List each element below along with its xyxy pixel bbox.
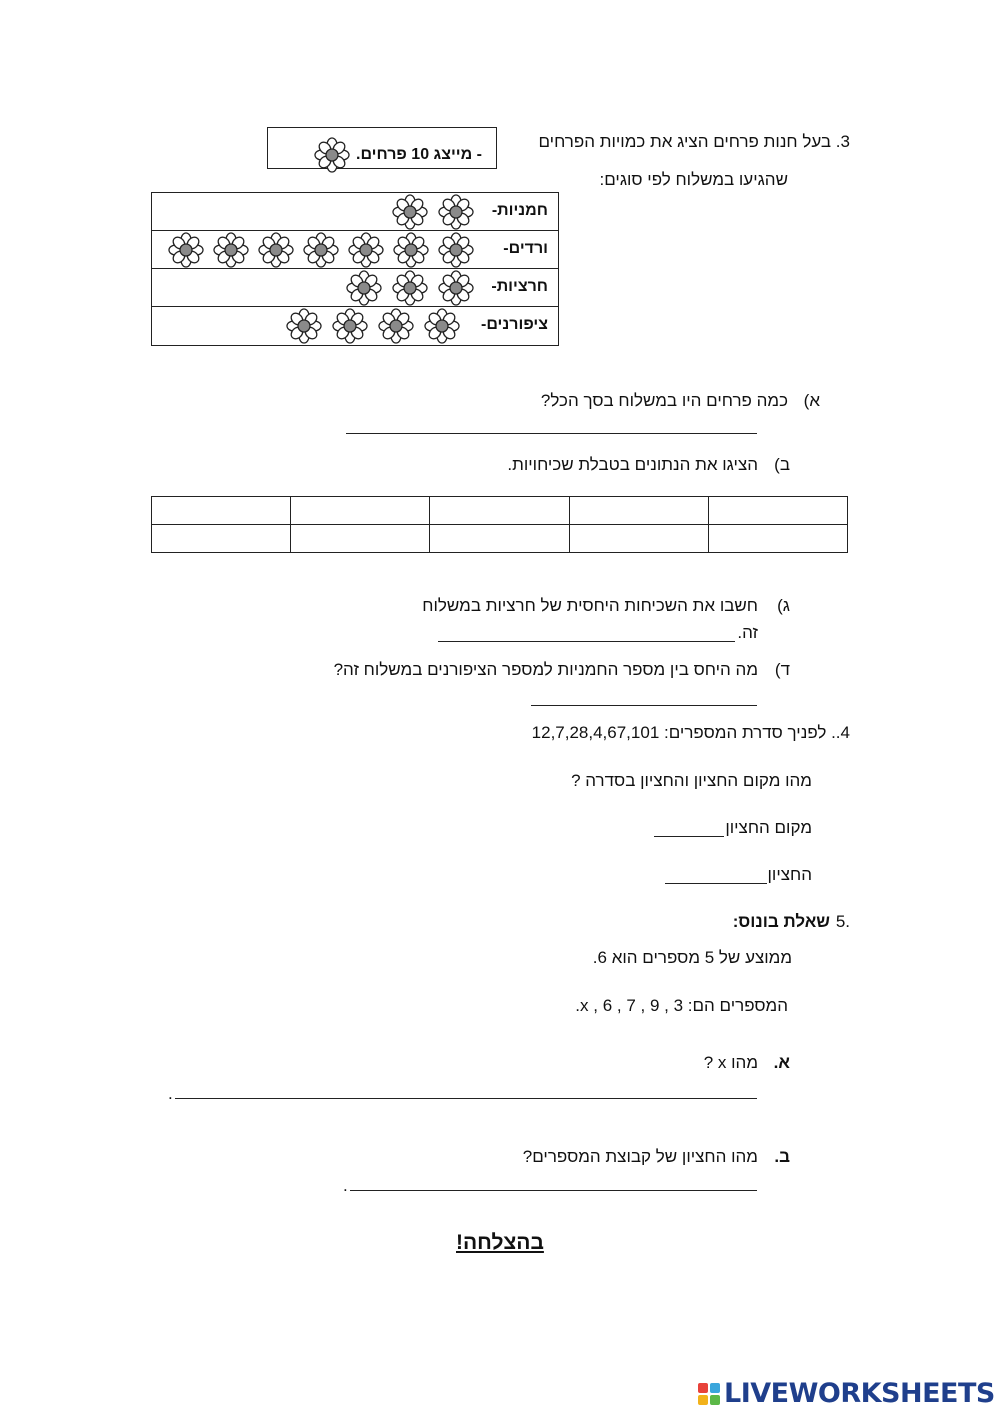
q3c-text: חשבו את השכיחות היחסית של חרציות במשלוח bbox=[422, 596, 758, 615]
closing-text: בהצלחה! bbox=[456, 1231, 544, 1254]
flower-icon bbox=[438, 232, 474, 268]
answer-line-q3c[interactable] bbox=[438, 641, 735, 642]
q3a-text: כמה פרחים היו במשלוח בסך הכל? bbox=[540, 391, 788, 410]
q3-intro-line1: 3. בעל חנות פרחים הציג את כמויות הפרחים bbox=[538, 132, 850, 151]
legend-text: - מייצג 10 פרחים. bbox=[356, 146, 482, 163]
q4-median-label: החציון bbox=[767, 865, 812, 884]
flower-icon bbox=[286, 308, 322, 344]
q5-line1: ממוצע של 5 מספרים הוא 6. bbox=[592, 948, 792, 967]
q5b-text: מהו החציון של קבוצת המספרים? bbox=[522, 1147, 758, 1166]
answer-line-q5a[interactable] bbox=[175, 1098, 757, 1099]
q3-intro-line2: שהגיעו במשלוח לפי סוגים: bbox=[599, 170, 788, 189]
flower-icon bbox=[392, 194, 428, 230]
table-cell[interactable] bbox=[291, 525, 430, 553]
liveworksheets-logo bbox=[698, 1378, 995, 1409]
table-cell[interactable] bbox=[569, 497, 708, 525]
q3b-letter: ב) bbox=[774, 455, 790, 474]
table-row bbox=[152, 525, 848, 553]
q5a-letter: א. bbox=[773, 1053, 790, 1072]
q5-line2: המספרים הם: x , 6 , 7 , 9 , 3. bbox=[575, 996, 788, 1015]
pictograph-row bbox=[152, 231, 558, 269]
q5-num: 5. bbox=[835, 912, 850, 931]
flower-icon bbox=[346, 270, 382, 306]
pictograph-label: ציפורנים- bbox=[481, 316, 548, 333]
logo-mark-icon bbox=[698, 1383, 720, 1405]
logo-square bbox=[698, 1395, 708, 1405]
logo-text: LIVEWORKSHEETS bbox=[724, 1378, 995, 1409]
q3a-letter: א) bbox=[803, 391, 820, 410]
flower-icon bbox=[332, 308, 368, 344]
frequency-table bbox=[151, 496, 848, 553]
q5a-text: מהו x ? bbox=[703, 1053, 758, 1072]
table-cell[interactable] bbox=[569, 525, 708, 553]
table-cell[interactable] bbox=[430, 525, 569, 553]
flower-icon bbox=[258, 232, 294, 268]
answer-line-q5b[interactable] bbox=[350, 1190, 757, 1191]
q5-title: שאלת בונוס: bbox=[732, 912, 830, 931]
flower-icon bbox=[438, 194, 474, 230]
logo-square bbox=[710, 1383, 720, 1393]
pictograph-label: ורדים- bbox=[503, 240, 548, 257]
q3c-letter: ג) bbox=[777, 596, 790, 615]
table-cell[interactable] bbox=[430, 497, 569, 525]
table-cell[interactable] bbox=[291, 497, 430, 525]
q3b-text: הציגו את הנתונים בטבלת שכיחויות. bbox=[507, 455, 758, 474]
table-cell[interactable] bbox=[708, 497, 847, 525]
legend-box bbox=[267, 127, 497, 169]
q3d-text: מה היחס בין מספר החמניות למספר הציפורנים במשלוח זה? bbox=[333, 660, 758, 679]
flower-icon bbox=[378, 308, 414, 344]
q5a-period: . bbox=[168, 1084, 173, 1103]
pictograph-label: חרציות- bbox=[491, 278, 548, 295]
table-cell[interactable] bbox=[708, 525, 847, 553]
flower-icon bbox=[213, 232, 249, 268]
flower-icon bbox=[392, 270, 428, 306]
flower-icon bbox=[393, 232, 429, 268]
pictograph-row bbox=[152, 269, 558, 307]
q3c-text2: זה. bbox=[737, 623, 758, 642]
pictograph-row bbox=[152, 193, 558, 231]
table-cell[interactable] bbox=[152, 497, 291, 525]
q5b-letter: ב. bbox=[774, 1147, 790, 1166]
answer-line-q3a[interactable] bbox=[346, 433, 757, 434]
flower-icon bbox=[303, 232, 339, 268]
logo-square bbox=[698, 1383, 708, 1393]
flower-icon bbox=[168, 232, 204, 268]
table-row bbox=[152, 497, 848, 525]
flower-icon bbox=[348, 232, 384, 268]
q5b-period: . bbox=[343, 1176, 348, 1195]
answer-line-q3d[interactable] bbox=[531, 705, 757, 706]
logo-square bbox=[710, 1395, 720, 1405]
pictograph-row bbox=[152, 307, 558, 345]
flower-icon bbox=[438, 270, 474, 306]
pictograph-label: חמניות- bbox=[491, 202, 548, 219]
flower-icon bbox=[424, 308, 460, 344]
table-cell[interactable] bbox=[152, 525, 291, 553]
q4-intro: 4.. לפניך סדרת המספרים: 12,7,28,4,67,101 bbox=[531, 723, 850, 742]
flower-icon bbox=[314, 137, 350, 173]
pictograph-table bbox=[151, 192, 559, 346]
q3d-letter: ד) bbox=[774, 660, 790, 679]
q4-position-label: מקום החציון bbox=[725, 818, 812, 837]
answer-line-q4-position[interactable] bbox=[654, 836, 724, 837]
answer-line-q4-median[interactable] bbox=[665, 883, 767, 884]
q4-question: מהו מקום החציון והחציון בסדרה ? bbox=[571, 771, 812, 790]
